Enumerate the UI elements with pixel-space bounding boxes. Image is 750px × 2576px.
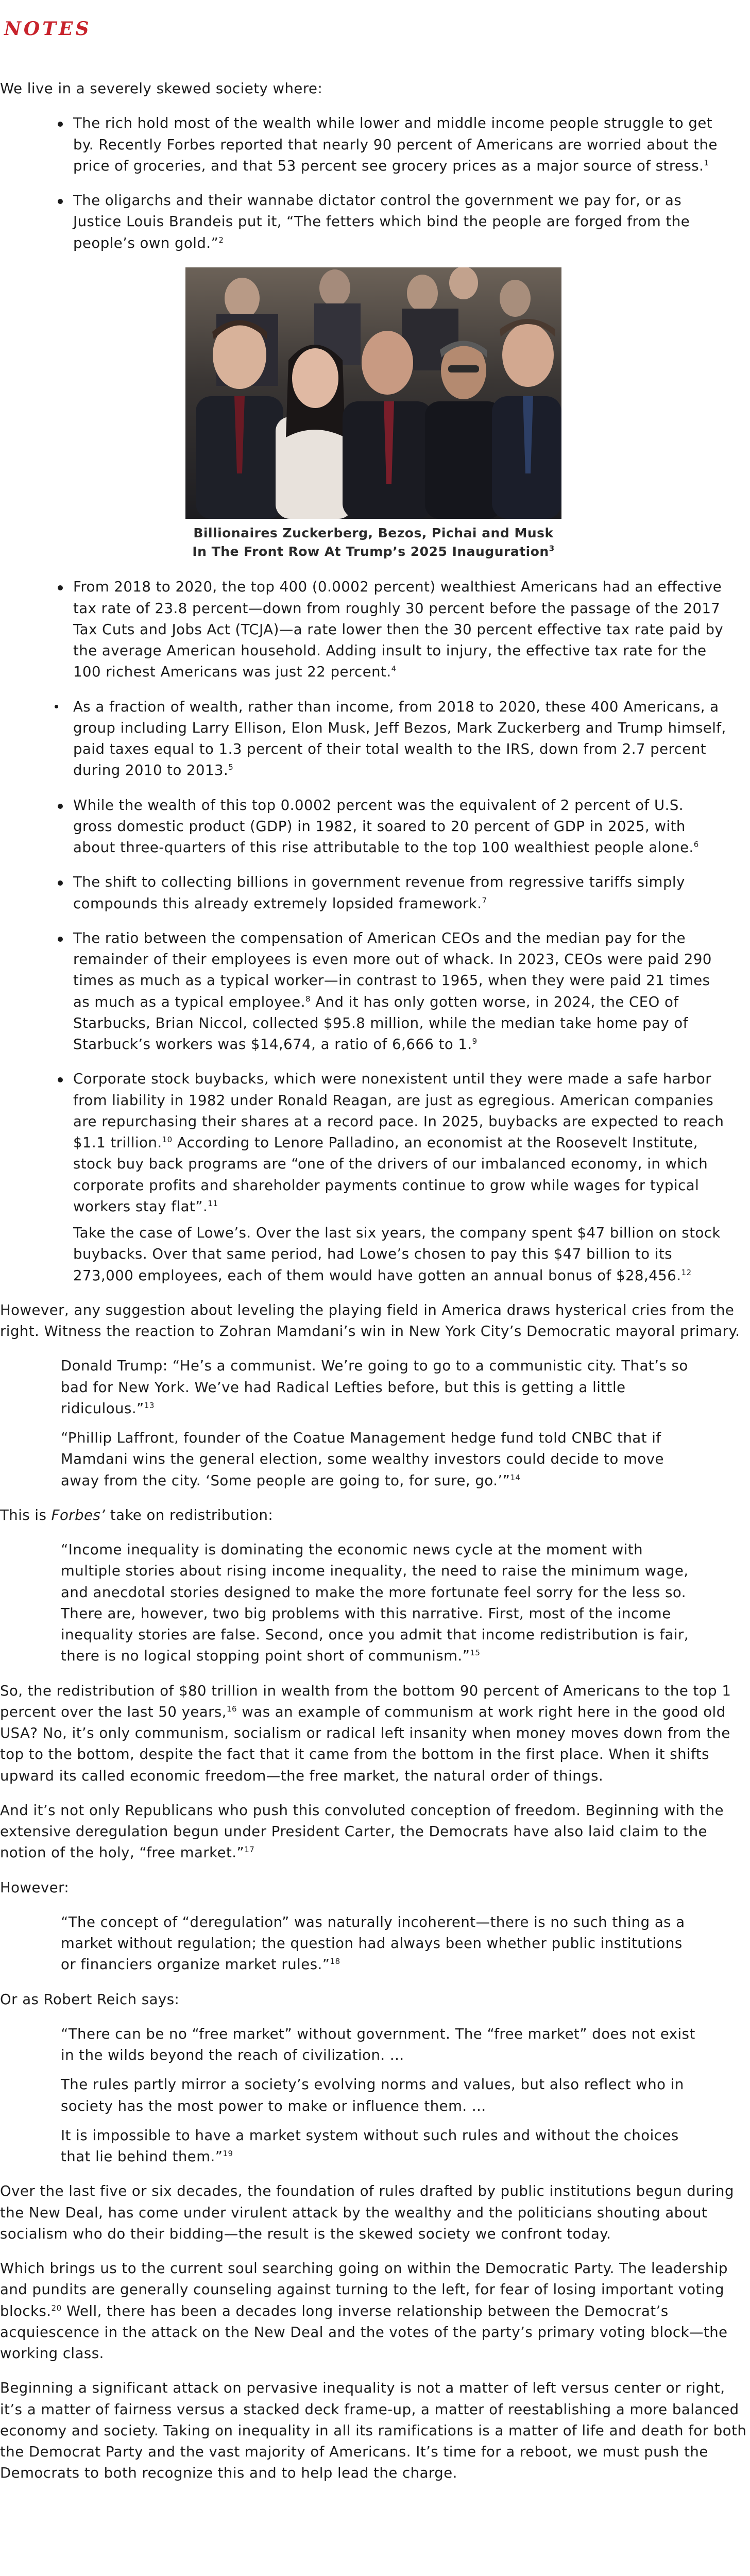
bullet-list-mid — [0, 577, 747, 1286]
however-label: However: — [0, 1879, 70, 1896]
footnote-ref[interactable]: 19 — [223, 2148, 233, 2158]
footnote-ref[interactable]: 2 — [218, 235, 224, 245]
bullet-item: Corporate stock buybacks, which were nonexistent until they were made a safe harbor from liability in 1982 under Ronald Reagan, are just as egregious. American companies are repurchasing their shares at a record pace. In 2025, buybacks are expected to reach $1.1 trillion.$^{10}$ According to Lenore Palladino, an economist at the Roosevelt Institute, stock buy back programs are “one of the drivers of our imbalanced economy, in which corporate profits and shareholder payments continue to grow while wages for typical workers stay flat”.$^{11}$ Take the case of Lowe’s. Over the last six years, the company spent $47 billion on stock buybacks. Over that same period, had Lowe’s chosen to pay this $47 billion to its 273,000 employees, each of them would have gotten an annual bonus of $28,456.12 — [0, 1069, 747, 1286]
footnote-ref[interactable]: 13 — [144, 1400, 155, 1410]
footnote-ref[interactable]: 6 — [693, 839, 699, 849]
footnote-ref[interactable]: 15 — [470, 1648, 481, 1658]
footnote-ref[interactable]: 4 — [391, 664, 397, 674]
inauguration-photo — [185, 267, 561, 519]
bullet-item: As a fraction of wealth, rather than income, from 2018 to 2020, these 400 Americans, a group including Larry Ellison, Elon Musk, Jeff Bezos, Mark Zuckerberg and Trump himself, paid taxes equal to 1.3 percent of their total wealth to the IRS, down from 2.7 percent during 2010 to 2013.$^5$ — [0, 697, 747, 782]
footnote-ref[interactable]: 12 — [681, 1267, 692, 1277]
blockquote-reich: “There can be no “free market” without government. The “free market” does not exist in the wilds beyond the reach of civilization. ... The rules partly mirror a society’s evolving norms and values, but also reflect who in society has the most power to make or influence them. ... It is impossible to have a market system without such rules and without the choices that lie behind them.”$^{19}$ — [61, 2025, 695, 2165]
footnote-ref[interactable]: 18 — [330, 1957, 340, 1967]
notes-header: NOTES — [4, 18, 92, 40]
blockquote-deregulation: “The concept of “deregulation” was naturally incoherent—there is no such thing as a market without regulation; the question had always been whether public institutions or financiers organize market rules.”$^{18}$ — [61, 1913, 685, 1973]
footnote-ref[interactable]: 3 — [549, 544, 555, 553]
footnote-ref[interactable]: 10 — [162, 1134, 173, 1144]
bullet-item: The oligarchs and their wannabe dictator control the government we pay for, or as Justice Louis Brandeis put it, “The fetters which bind the people are forged from the people’s own gold.”$^2$ — [0, 190, 747, 254]
footnote-ref[interactable]: 11 — [208, 1198, 218, 1208]
forbes-intro: This is Forbes’ take on redistribution: — [0, 1506, 274, 1523]
footnote-ref[interactable]: 8 — [305, 994, 311, 1004]
inauguration-photo-figure — [0, 267, 747, 562]
bullet-item: The shift to collecting billions in government revenue from regressive tariffs simply compounds this already extremely lopsided framework.$^7$ — [0, 872, 747, 914]
footnote-ref[interactable]: 14 — [510, 1472, 521, 1482]
intro-paragraph: We live in a severely skewed society where: — [0, 80, 323, 97]
bullet-item: The rich hold most of the wealth while lower and middle income people struggle to get by. Recently Forbes reported that nearly 90 percent of Americans are worried about the price of groceries, and that 53 percent see grocery prices as a major source of stress.$^1$ — [0, 113, 747, 177]
reich-label: Or as Robert Reich says: — [0, 1991, 180, 2008]
bullet-list-top — [0, 113, 747, 254]
footnote-ref[interactable]: 5 — [228, 762, 234, 772]
footnote-ref[interactable]: 16 — [227, 1704, 237, 1714]
footnote-ref[interactable]: 9 — [472, 1036, 478, 1046]
so-paragraph: So, the redistribution of $80 trillion in wealth from the bottom 90 percent of Americans to the top 1 percent over the last 50 years,$^{16}$ was an example of communism at work right here in the good old USA? No, it’s only communism, socialism or radical left insanity when money moves down from the top to the bottom, despite the fact that it came from the bottom in the first place. When it shifts upward its called economic freedom—the free market, the natural order of things. — [0, 1682, 731, 1784]
footnote-ref[interactable]: 1 — [704, 158, 709, 167]
beginning-paragraph: Beginning a significant attack on pervasive inequality is not a matter of left versus center or right, it’s a matter of fairness versus a stacked deck frame-up, a matter of reestablishing a more balanced economy and society. Taking on inequality in all its ramifications is a matter of life and death for both the Democrat Party and the vast majority of Americans. It’s time for a reboot, we must push the Democrats to both recognize this and to help lead the charge. — [0, 2380, 747, 2482]
bullet-item: The ratio between the compensation of American CEOs and the median pay for the remainder of their employees is even more out of whack. In 2023, CEOs were paid 290 times as much as a typical worker—in contrast to 1965, when they were paid 21 times as much as a typical employee.$^8$ And it has only gotten worse, in 2024, the CEO of Starbucks, Brian Niccol, collected $95.8 million, while the median take home pay of Starbuck’s workers was $14,674, a ratio of 6,666 to 1.$^9$ — [0, 928, 747, 1056]
footnote-ref[interactable]: 17 — [244, 1845, 255, 1855]
brings-us-paragraph: Which brings us to the current soul searching going on within the Democratic Party. The leadership and pundits are generally counseling against turning to the left, for fear of losing important voting blocks.$^{20}$ Well, there has been a decades long inverse relationship between the Democrat’s acquiescence in the attack on the New Deal and the votes of the party’s primary voting block—the working class. — [0, 2260, 728, 2362]
last-decades-paragraph: Over the last five or six decades, the foundation of rules drafted by public institutions begun during the New Deal, has come under virulent attack by the wealthy and the politicians shouting about socialism who do their bidding—the result is the skewed society we confront today. — [0, 2183, 734, 2242]
blockquote-forbes: “Income inequality is dominating the economic news cycle at the moment with multiple stories about rising income inequality, the need to raise the minimum wage, and anecdotal stories designed to make the more fortunate feel sorry for the less so. There are, however, two big problems with this narrative. First, most of the income inequality stories are false. Second, once you admit that income redistribution is fair, there is no logical stopping point short of communism.”$^{15}$ — [61, 1541, 689, 1665]
photo-caption: Billionaires Zuckerberg, Bezos, Pichai and Musk In The Front Row At Trump’s 2025 Inauguration$^3$ — [192, 525, 555, 559]
bullet-item: While the wealth of this top 0.0002 percent was the equivalent of 2 percent of U.S. gross domestic product (GDP) in 1982, it soared to 20 percent of GDP in 2025, with about three-quarters of this rise attributable to the top 100 wealthiest people alone.$^6$ — [0, 795, 747, 859]
footnote-ref[interactable]: 7 — [482, 895, 487, 905]
blockquote-trump: Donald Trump: “He’s a communist. We’re going to go to a communistic city. That’s so bad for New York. We’ve had Radical Lefties before, but this is getting a little ridiculous.”$^{13}$ “Phillip Laffront, founder of the Coatue Management hedge fund told CNBC that if Mamdani wins the general election, some wealthy investors could decide to move away from the city. ‘Some people are going to, for sure, go.’”$^{14}$ — [61, 1358, 688, 1489]
republicans-paragraph: And it’s not only Republicans who push this convoluted conception of freedom. Beginning with the extensive deregulation begun under President Carter, the Democrats have also laid claim to the notion of the holy, “free market.”$^{17}$ — [0, 1802, 724, 1861]
however-paragraph: However, any suggestion about leveling the playing field in America draws hysterical cries from the right. Witness the reaction to Zohran Mamdani’s win in New York City’s Democratic mayoral primary. — [0, 1301, 740, 1340]
bullet-item: From 2018 to 2020, the top 400 (0.0002 percent) wealthiest Americans had an effective tax rate of 23.8 percent—down from roughly 30 percent before the passage of the 2017 Tax Cuts and Jobs Act (TCJA)—a rate lower then the 30 percent effective tax rate paid by the average American household. Adding insult to injury, the effective tax rate for the 100 richest Americans was just 22 percent.$^4$ — [0, 577, 747, 683]
footnote-ref[interactable]: 20 — [51, 2303, 62, 2313]
